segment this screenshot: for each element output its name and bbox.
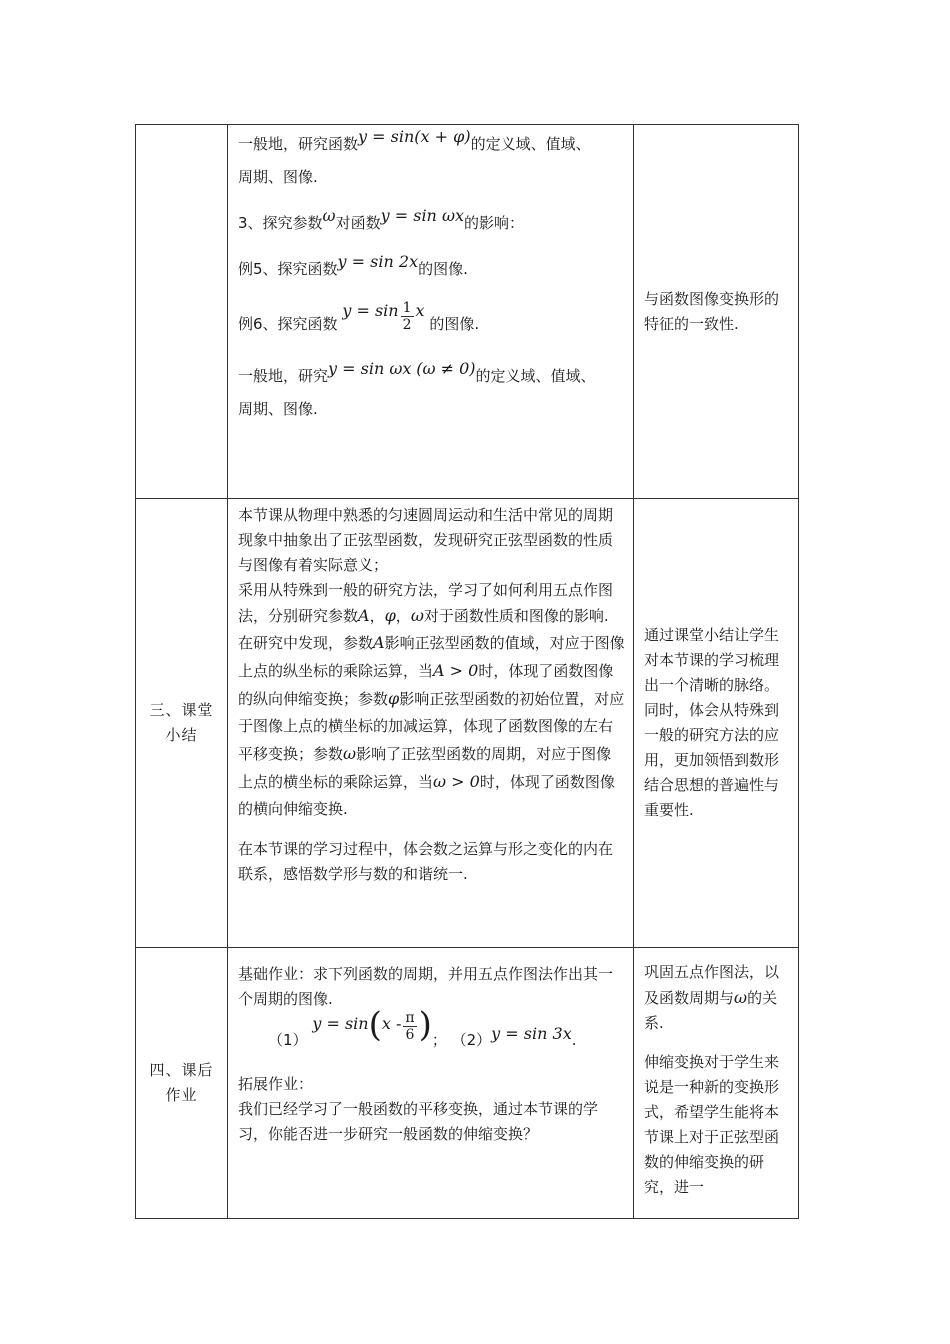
row-label-empty [136, 125, 228, 499]
general-statement-a: 一般地，研究函数y = sin(x + φ)的定义域、值域、 [238, 127, 591, 153]
formula: y = sin ωx [380, 206, 465, 225]
table-row [136, 125, 799, 499]
note-cell [634, 125, 799, 499]
content-cell [228, 948, 634, 1219]
table-row [136, 499, 799, 948]
summary-paragraph-1: 本节课从物理中熟悉的匀速圆周运动和生活中常见的周期现象中抽象出了正弦型函数，发现研究正弦型函数的性质与图像有着实际意义； [238, 506, 614, 574]
table-row [136, 948, 799, 1219]
content-cell [228, 125, 634, 499]
homework-exercises: （1） y = sin(x - $\frac{\pi}{6}$ )； （2）y = sin 3x. [268, 1004, 577, 1049]
note-cell [634, 499, 799, 948]
content-cell [228, 499, 634, 948]
basic-homework: 基础作业：求下列函数的周期，并用五点作图法作出其一个周期的图像. [238, 965, 614, 1008]
lesson-plan-table [135, 124, 799, 1219]
example-5: 例5、探究函数y = sin 2x的图像. [238, 252, 468, 278]
general-statement-b: 一般地，研究y = sin ωx (ω ≠ 0)的定义域、值域、 [238, 359, 596, 385]
formula: y = sin 2x [337, 252, 419, 271]
note-text: 伸缩变换对于学生来说是一种新的变换形式，希望学生能将本节课上对于正弦型函数的伸缩变换的研究，进一 [644, 1053, 780, 1196]
formula: y = sin(x + φ) [358, 127, 471, 146]
section-label-summary: 三、课堂 小结 [136, 499, 228, 948]
fraction-one-half: $\frac{1}{2}$ [402, 300, 412, 333]
condition: (ω ≠ 0) [416, 359, 476, 378]
example-6: 例6、探究函数 y = sin $\frac{1}{2}$ x 的图像. [238, 300, 480, 333]
section-label-homework: 四、课后 作业 [136, 948, 228, 1219]
extension-body: 我们已经学习了一般函数的平移变换，通过本节课的学习，你能否进一步研究一般函数的伸缩变换？ [238, 1100, 599, 1143]
note-text: 与函数图像变换形的特征的一致性. [644, 289, 780, 333]
item-3: 3、探究参数ω对函数y = sin ωx的影响： [238, 206, 525, 232]
formula: y = sin ωx [328, 359, 412, 378]
note-text: 通过课堂小结让学生对本节课的学习梳理出一个清晰的脉络。同时，体会从特殊到一般的研究方法的应用，更加领悟到数形结合思想的普遍性与重要性. [644, 626, 780, 819]
summary-paragraph-2: 采用从特殊到一般的研究方法，学习了如何利用五点作图法，分别研究参数A，φ，ω对于函数性质和图像的影响. [238, 581, 614, 625]
note-cell [634, 948, 799, 1219]
summary-paragraph-3: 在研究中发现，参数A影响正弦型函数的值域，对应于图像上点的纵坐标的乘除运算，当A > 0时，体现了函数图像的纵向伸缩变换；参数φ影响正弦型函数的初始位置，对应于图像上点的横坐标的加减运算，体现了函数图像的左右平移变换；参数ω影响了正弦型函数的周期，对应于图像上点的横坐标的乘除运算，当ω > 0时，体现了函数图像的横向伸缩变换. [238, 633, 625, 818]
note-text: 巩固五点作图法，以及函数周期与ω的关系. [644, 963, 780, 1032]
text-line: 周期、图像. [238, 168, 318, 186]
summary-paragraph-4: 在本节课的学习过程中，体会数之运算与形之变化的内在联系，感悟数学形与数的和谐统一. [238, 840, 614, 883]
text-line: 周期、图像. [238, 400, 318, 418]
omega-symbol: ω [322, 206, 336, 225]
fraction-pi-over-6: $\frac{\pi}{6}$ [405, 1010, 415, 1043]
extension-title: 拓展作业： [238, 1075, 314, 1093]
